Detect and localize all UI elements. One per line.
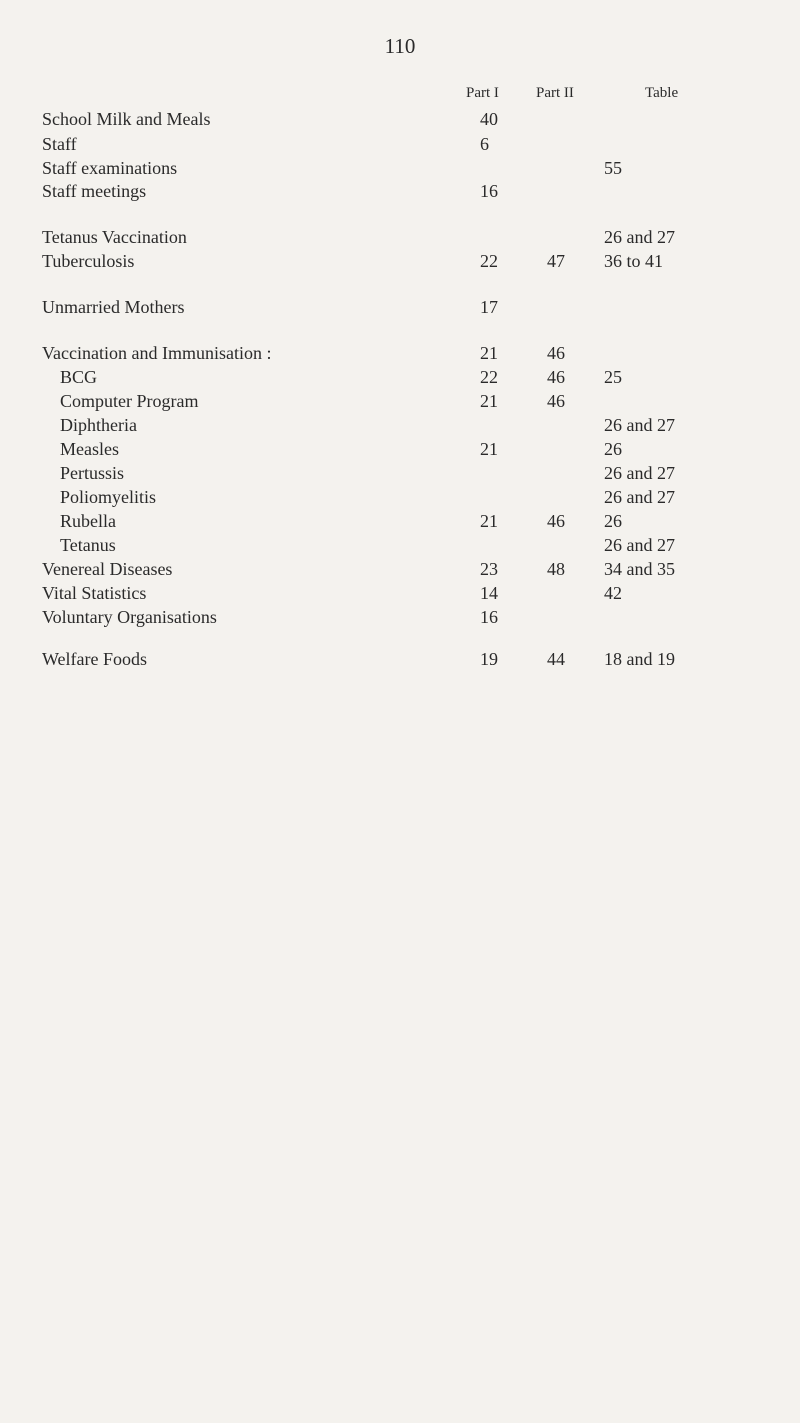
part1-cell: 17	[480, 297, 498, 317]
subject-cell: Staff	[42, 134, 77, 154]
table-row	[0, 157, 800, 179]
part1-cell: 21	[480, 343, 498, 363]
subject-cell: Staff examinations	[42, 158, 178, 178]
part1-cell: 40	[480, 109, 498, 129]
table-row	[0, 133, 800, 155]
part2-cell: 44	[547, 649, 565, 669]
table-row	[0, 510, 800, 532]
table-cell: 42	[604, 583, 622, 603]
subject-cell: Tuberculosis	[42, 251, 135, 271]
part1-cell: 23	[480, 559, 498, 579]
part1-cell: 14	[480, 583, 498, 603]
table-row	[0, 462, 800, 484]
table-cell: 36 to 41	[604, 251, 664, 271]
subject-cell: Pertussis	[60, 463, 125, 483]
table-row	[0, 108, 800, 130]
table-row	[0, 180, 800, 202]
table-row	[0, 648, 800, 670]
subject-cell: Poliomyelitis	[60, 487, 157, 507]
table-row	[0, 486, 800, 508]
table-cell: 18 and 19	[604, 649, 675, 669]
column-header-table: Table	[645, 85, 679, 101]
subject-cell: School Milk and Meals	[42, 109, 211, 129]
subject-cell: Diphtheria	[60, 415, 137, 435]
subject-cell: Measles	[60, 439, 119, 459]
table-cell: 25	[604, 367, 622, 387]
part1-cell: 19	[480, 649, 498, 669]
table-row	[0, 606, 800, 628]
table-cell: 26 and 27	[604, 535, 675, 555]
table-cell: 26 and 27	[604, 415, 675, 435]
subject-cell: Voluntary Organisations	[42, 607, 217, 627]
column-header-part1: Part I	[466, 85, 499, 101]
part1-cell: 6	[480, 134, 489, 154]
subject-cell: Tetanus	[60, 535, 116, 555]
subject-cell: Computer Program	[60, 391, 199, 411]
subject-cell: Tetanus Vaccination	[42, 227, 187, 247]
part1-cell: 21	[480, 391, 498, 411]
table-row	[0, 250, 800, 272]
table-cell: 26 and 27	[604, 487, 675, 507]
part2-cell: 46	[547, 343, 565, 363]
part1-cell: 22	[480, 367, 498, 387]
table-cell: 55	[604, 158, 622, 178]
part2-cell: 46	[547, 367, 565, 387]
subject-cell: Staff meetings	[42, 181, 147, 201]
part2-cell: 46	[547, 511, 565, 531]
table-row	[0, 534, 800, 556]
part1-cell: 16	[480, 181, 498, 201]
part1-cell: 21	[480, 511, 498, 531]
table-cell: 26	[604, 511, 622, 531]
table-cell: 26 and 27	[604, 227, 675, 247]
subject-cell: Venereal Diseases	[42, 559, 173, 579]
subject-cell: BCG	[60, 367, 98, 387]
part1-cell: 21	[480, 439, 498, 459]
part2-cell: 47	[547, 251, 565, 271]
table-cell: 26	[604, 439, 622, 459]
part2-cell: 46	[547, 391, 565, 411]
part2-cell: 48	[547, 559, 565, 579]
table-cell: 34 and 35	[604, 559, 675, 579]
table-row	[0, 414, 800, 436]
subject-cell: Vital Statistics	[42, 583, 147, 603]
table-row	[0, 296, 800, 318]
table-row	[0, 226, 800, 248]
table-row	[0, 558, 800, 580]
subject-cell: Vaccination and Immunisation :	[42, 343, 272, 363]
column-header-part2: Part II	[536, 85, 574, 101]
part1-cell: 22	[480, 251, 498, 271]
subject-cell: Unmarried Mothers	[42, 297, 185, 317]
subject-cell: Rubella	[60, 511, 116, 531]
table-row	[0, 438, 800, 460]
table-row	[0, 582, 800, 604]
page-number: 110	[384, 34, 416, 58]
table-cell: 26 and 27	[604, 463, 675, 483]
part1-cell: 16	[480, 607, 498, 627]
table-row	[0, 366, 800, 388]
subject-cell: Welfare Foods	[42, 649, 148, 669]
table-row	[0, 390, 800, 412]
table-row	[0, 342, 800, 364]
